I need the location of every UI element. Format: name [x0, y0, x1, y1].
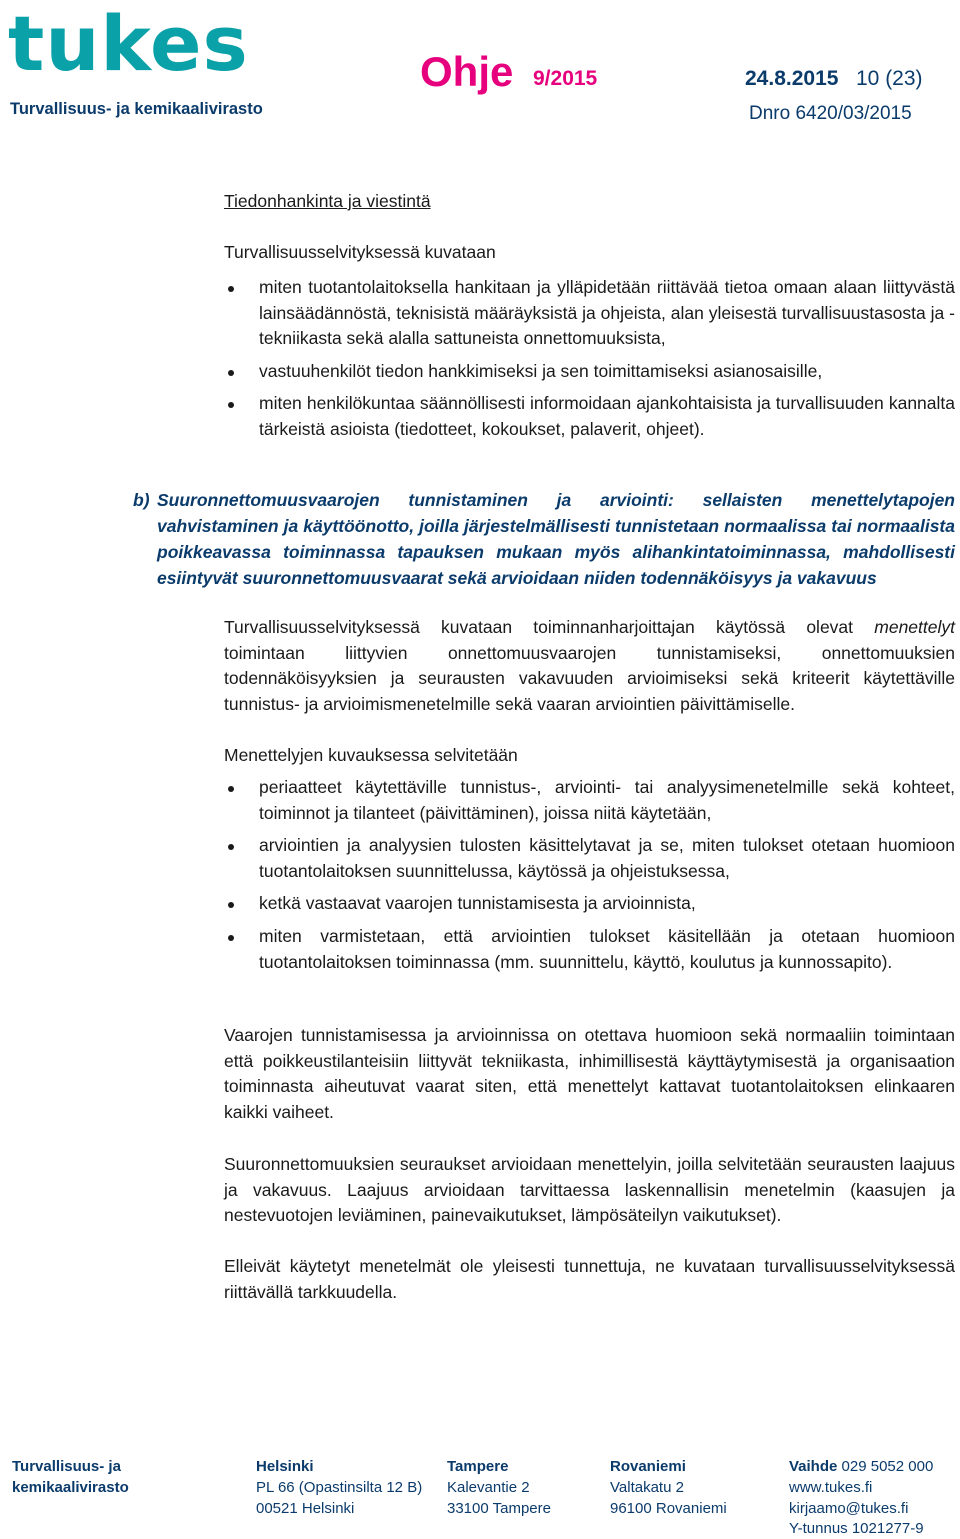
section-b-title: Suuronnettomuusvaarojen tunnistaminen ja arviointi: sellaisten menettelytapojen vahvistaminen ja käyttöönotto, joilla järjestelmällisesti tunnistetaan normaalissa tai normaalista poikkeavassa toiminnassa tapauksen mukaan myös alihankintatoiminnassa, mahdollisesti esiintyvät suuronnettomuusvaarat sekä arvioidaan niiden todennäköisyys ja vakavuus [157, 490, 955, 588]
section-b-paragraph-4: Elleivät käytetyt menetelmät ole yleisesti tunnettuja, ne kuvataan turvallisuusselvityksessä riittävällä tarkkuudella. [224, 1256, 955, 1302]
list-item: ketkä vastaavat vaarojen tunnistamisesta ja arvioinnista, [224, 891, 955, 917]
footer-business-id: Y-tunnus 1021277-9 [789, 1520, 924, 1537]
logo-subtitle: Turvallisuus- ja kemikaalivirasto [10, 100, 263, 118]
footer-tampere-title: Tampere [447, 1458, 509, 1475]
list-item: miten varmistetaan, että arviointien tulokset käsitellään ja otetaan huomioon tuotantolaitoksen toiminnassa (mm. suunnittelu, käyttö, koulutus ja kunnossapito). [224, 924, 955, 975]
section-b-label: b) [133, 490, 150, 510]
section1-intro: Turvallisuusselvityksessä kuvataan [224, 242, 496, 262]
footer-switchboard: Vaihde 029 5052 000 [789, 1458, 934, 1475]
section-b-bullet-list [224, 775, 955, 982]
footer-tampere-postal: 33100 Tampere [447, 1500, 551, 1517]
footer-org-line1: Turvallisuus- ja [12, 1458, 121, 1475]
bullet-icon [228, 402, 234, 408]
footer-website-link[interactable]: www.tukes.fi [789, 1479, 873, 1496]
section-b-paragraph-1: Turvallisuusselvityksessä kuvataan toiminnanharjoittajan käytössä olevat menettelyt toimintaan liittyvien onnettomuusvaarojen tunnistamiseksi, onnettomuuksien todennäköisyyksien ja seurausten vakavuuden arvioimiseksi sekä kriteerit käytettäville tunnistus- ja arvioimismenetelmille sekä vaaran arviointien päivittämiselle. [224, 617, 955, 714]
bullet-icon [228, 286, 234, 292]
section-b-intro: Menettelyjen kuvauksessa selvitetään [224, 745, 518, 765]
section-b-heading [133, 487, 955, 591]
footer-rovaniemi-title: Rovaniemi [610, 1458, 686, 1475]
footer-helsinki-postal: 00521 Helsinki [256, 1500, 355, 1517]
section-heading-information: Tiedonhankinta ja viestintä [224, 191, 431, 211]
page-number: 10 (23) [856, 67, 923, 90]
bullet-icon [228, 786, 234, 792]
footer-tampere-address: Kalevantie 2 [447, 1479, 530, 1496]
list-item: arviointien ja analyysien tulosten käsittelytavat ja se, miten tulokset otetaan huomioon tuotantolaitoksen suunnittelussa, käytössä ja ohjeistuksessa, [224, 833, 955, 884]
list-item: miten henkilökuntaa säännöllisesti informoidaan ajankohtaisista ja turvallisuuden kannalta tärkeistä asioista (tiedotteet, kokoukset, palaverit, ohjeet). [224, 391, 955, 442]
footer-org-line2: kemikaalivirasto [12, 1479, 129, 1496]
footer-rovaniemi-address: Valtakatu 2 [610, 1479, 684, 1496]
footer-email-link[interactable]: kirjaamo@tukes.fi [789, 1500, 909, 1517]
list-item: vastuuhenkilöt tiedon hankkimiseksi ja sen toimittamiseksi asianosaisille, [224, 359, 955, 385]
section-b-paragraph-3: Suuronnettomuuksien seuraukset arvioidaan menettelyin, joilla selvitetään seurausten laajuus ja vakavuus. Laajuus arvioidaan tarvittaessa laskennallisin menetelmin (kaasujen ja nestevuotojen leviäminen, painevaikutukset, lämpösäteilyn vaikutukset). [224, 1154, 955, 1226]
bullet-icon [228, 370, 234, 376]
document-number: 9/2015 [533, 67, 598, 90]
tukes-logo [8, 0, 263, 122]
footer-helsinki-address: PL 66 (Opastinsilta 12 B) [256, 1479, 423, 1496]
document-date: 24.8.2015 [745, 67, 839, 90]
register-number: Dnro 6420/03/2015 [749, 103, 912, 124]
section-b-paragraph-2: Vaarojen tunnistamisessa ja arvioinnissa on otettava huomioon sekä normaaliin toimintaan että poikkeustilanteisiin liittyvät tekniikasta, inhimillisestä käyttäytymisestä ja organisaation toiminnasta aiheutuvat vaarat siten, että menettelyt kattavat tuotantolaitoksen elinkaaren kaikki vaiheet. [224, 1025, 955, 1122]
section1-bullet-list [224, 275, 955, 450]
bullet-icon [228, 935, 234, 941]
bullet-icon [228, 902, 234, 908]
bullet-icon [228, 844, 234, 850]
list-item: miten tuotantolaitoksella hankitaan ja ylläpidetään riittävää tietoa omaan alaan liittyvästä lainsäädännöstä, teknisistä määräyksistä ja ohjeista, alan yleisestä turvallisuustasosta ja -tekniikasta sekä alalla sattuneista onnettomuuksista, [224, 275, 955, 352]
list-item: periaatteet käytettäville tunnistus-, arviointi- tai analyysimenetelmille sekä kohteet, toiminnot ja tilanteet (päivittäminen), joissa niitä käytetään, [224, 775, 955, 826]
footer-helsinki-title: Helsinki [256, 1458, 314, 1475]
logo-wordmark: tukes [8, 0, 249, 88]
document-type: Ohje [420, 48, 514, 95]
footer-rovaniemi-postal: 96100 Rovaniemi [610, 1500, 727, 1517]
